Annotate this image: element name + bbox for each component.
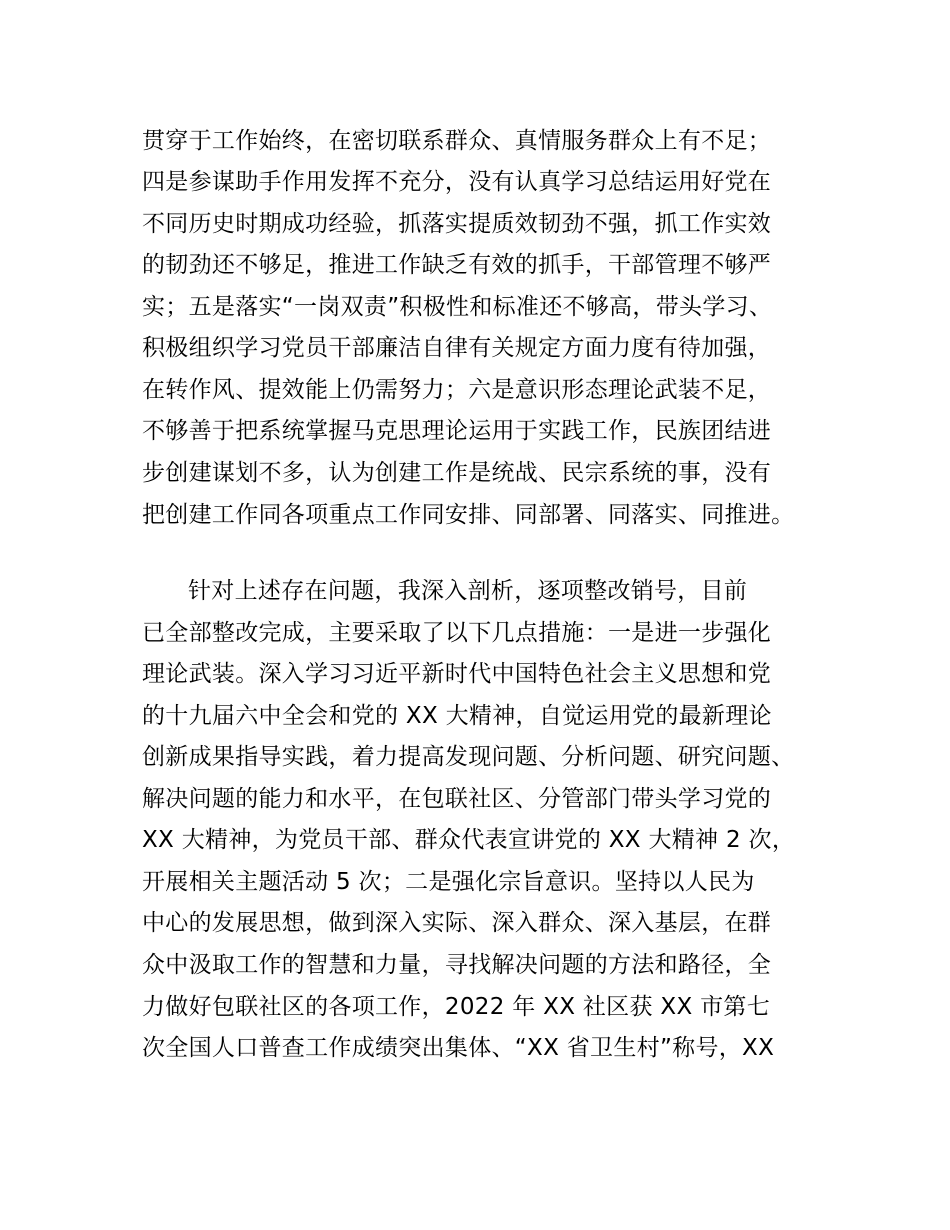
paragraph-1-line: 的韧劲还不够足，推进工作缺乏有效的抓手，干部管理不够严 bbox=[142, 252, 772, 278]
paragraph-1-line: 步创建谋划不多，认为创建工作是统战、民宗系统的事，没有 bbox=[142, 460, 772, 486]
paragraph-2-line: 中心的发展思想，做到深入实际、深入群众、深入基层，在群 bbox=[142, 910, 772, 936]
paragraph-2-line: 已全部整改完成，主要采取了以下几点措施：一是进一步强化 bbox=[142, 620, 772, 646]
paragraph-2-line: 针对上述存在问题，我深入剖析，逐项整改销号，目前 bbox=[188, 578, 748, 604]
paragraph-1-line: 在转作风、提效能上仍需努力；六是意识形态理论武装不足， bbox=[142, 377, 772, 403]
paragraph-1-line: 四是参谋助手作用发挥不充分，没有认真学习总结运用好党在 bbox=[142, 169, 772, 195]
paragraph-2-line: 力做好包联社区的各项工作，2022 年 XX 社区获 XX 市第七 bbox=[142, 994, 771, 1020]
paragraph-2-line: 次全国人口普查工作成绩突出集体、“XX 省卫生村”称号，XX bbox=[142, 1035, 775, 1061]
paragraph-1-line: 把创建工作同各项重点工作同安排、同部署、同落实、同推进。 bbox=[142, 502, 795, 528]
paragraph-2-line: 解决问题的能力和水平，在包联社区、分管部门带头学习党的 bbox=[142, 786, 772, 812]
paragraph-1-line: 不同历史时期成功经验，抓落实提质效韧劲不强，抓工作实效 bbox=[142, 211, 772, 237]
paragraph-1-line: 不够善于把系统掌握马克思理论运用于实践工作，民族团结进 bbox=[142, 418, 772, 444]
paragraph-2-line: XX 大精神，为党员干部、群众代表宣讲党的 XX 大精神 2 次， bbox=[142, 827, 796, 853]
paragraph-2-line: 的十九届六中全会和党的 XX 大精神，自觉运用党的最新理论 bbox=[142, 703, 772, 729]
paragraph-2-line: 理论武装。深入学习习近平新时代中国特色社会主义思想和党 bbox=[142, 661, 772, 687]
paragraph-1-line: 积极组织学习党员干部廉洁自律有关规定方面力度有待加强， bbox=[142, 335, 772, 361]
paragraph-1-line: 贯穿于工作始终，在密切联系群众、真情服务群众上有不足； bbox=[142, 128, 772, 154]
paragraph-1-line: 实；五是落实“一岗双责”积极性和标准还不够高，带头学习、 bbox=[142, 294, 773, 320]
paragraph-2-line: 众中汲取工作的智慧和力量，寻找解决问题的方法和路径，全 bbox=[142, 952, 772, 978]
paragraph-2-line: 开展相关主题活动 5 次；二是强化宗旨意识。坚持以人民为 bbox=[142, 869, 755, 895]
paragraph-2-line: 创新成果指导实践，着力提高发现问题、分析问题、研究问题、 bbox=[142, 744, 795, 770]
